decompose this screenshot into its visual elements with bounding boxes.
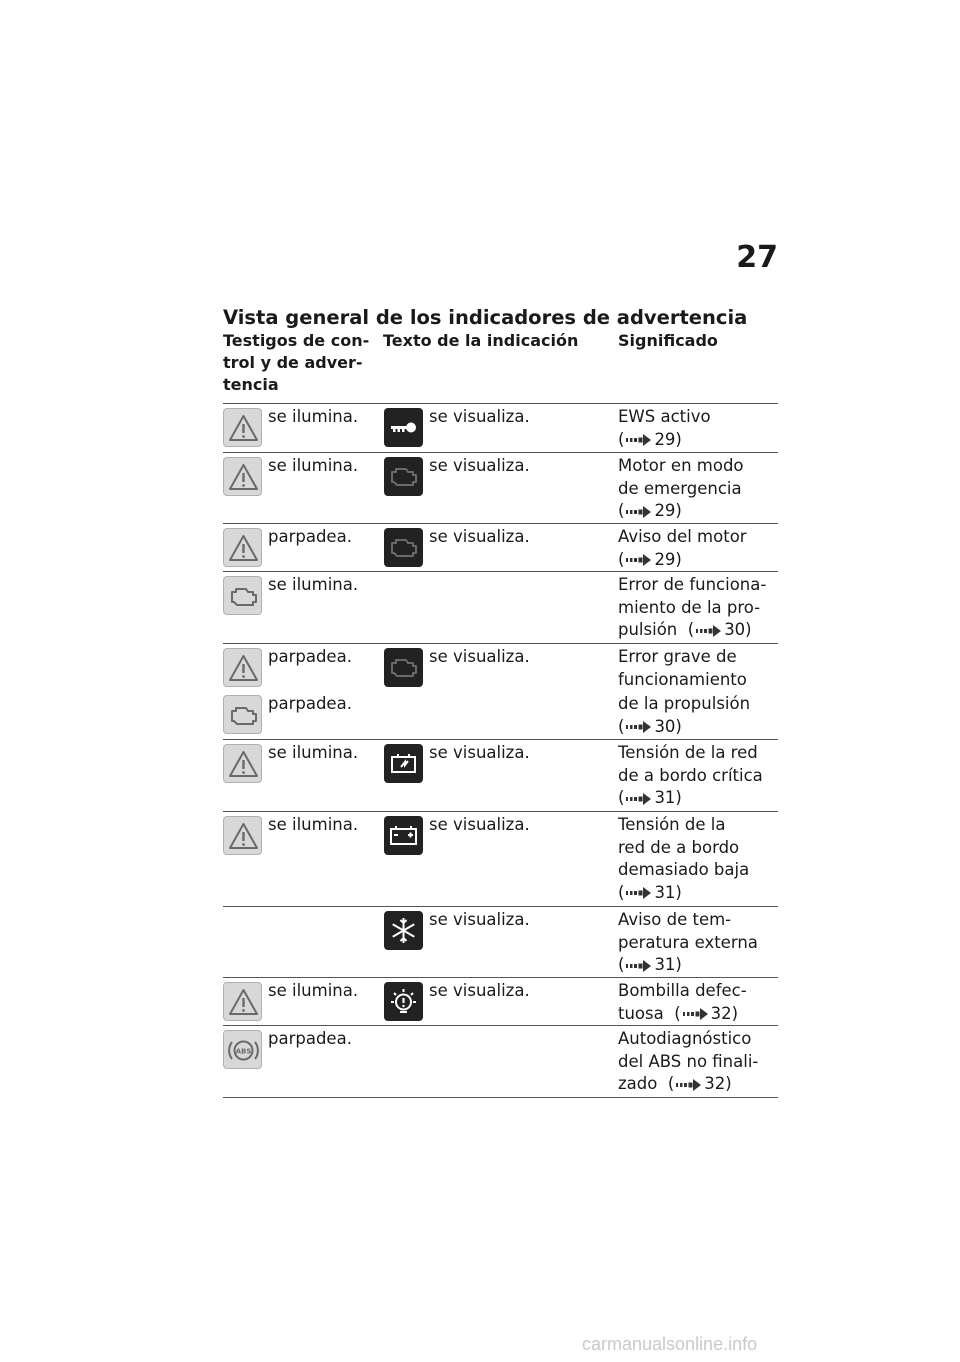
column-header-display-text: Texto de la indicación xyxy=(383,331,579,350)
engine-icon xyxy=(384,528,423,567)
table-row xyxy=(223,403,778,452)
meaning-text: Error de funciona- miento de la pro- pulsión ( 30) xyxy=(618,574,780,642)
meaning-text: Motor en modo de emergencia ( 29) xyxy=(618,455,780,523)
bulb-defect-icon xyxy=(384,982,423,1021)
page-reference: ( 29) xyxy=(618,549,682,569)
page-reference-arrow-icon xyxy=(676,1079,702,1091)
page-reference-arrow-icon xyxy=(626,793,652,805)
page-reference-arrow-icon xyxy=(683,1008,709,1020)
section-title: Vista general de los indicadores de advertencia xyxy=(223,306,748,329)
page-reference-arrow-icon xyxy=(626,887,652,899)
meaning-text: Autodiagnóstico del ABS no finali- zado ( 32) xyxy=(618,1028,780,1096)
engine-icon xyxy=(223,576,262,615)
meaning-text: Bombilla defec- tuosa ( 32) xyxy=(618,980,780,1025)
table-row xyxy=(223,571,778,643)
key-icon xyxy=(384,408,423,447)
column-header-meaning: Significado xyxy=(618,331,718,350)
display-text: se visualiza. xyxy=(429,981,530,1000)
column-header-indicators: Testigos de con- trol y de adver- tencia xyxy=(223,331,370,394)
table-header xyxy=(223,330,778,403)
table-row xyxy=(223,523,778,571)
warning-triangle-icon xyxy=(223,982,262,1021)
page-reference: ( 31) xyxy=(618,788,682,807)
indicator-status-text: parpadea. xyxy=(268,1029,352,1048)
engine-icon xyxy=(384,457,423,496)
indicator-status-text: se ilumina. xyxy=(268,981,359,1000)
warning-triangle-icon xyxy=(223,648,262,687)
table-row xyxy=(223,739,778,811)
indicator-status-text: se ilumina. xyxy=(268,743,359,762)
meaning-text: Tensión de la red de a bordo demasiado baja ( 31) xyxy=(618,814,780,904)
engine-icon xyxy=(384,648,423,687)
table-row xyxy=(223,452,778,523)
meaning-text: Tensión de la red de a bordo crítica ( 31) xyxy=(618,742,780,810)
page-reference: ( 31) xyxy=(618,882,682,902)
page-reference-arrow-icon xyxy=(626,960,652,972)
page-reference-arrow-icon xyxy=(626,554,652,566)
meaning-text: Aviso de tem- peratura externa ( 31) xyxy=(618,909,780,977)
indicator-table xyxy=(223,330,778,1098)
meaning-text: Error grave de funcionamiento xyxy=(618,647,747,689)
page-reference: ( 31) xyxy=(618,955,682,974)
page-reference: ( 29) xyxy=(618,429,682,449)
page-reference-arrow-icon xyxy=(626,506,652,518)
indicator-status-text: parpadea. xyxy=(268,647,352,666)
watermark: carmanualsonline.info xyxy=(582,1334,758,1354)
snowflake-icon xyxy=(384,911,423,950)
table-row xyxy=(223,691,778,739)
page-reference: zado ( 32) xyxy=(618,1074,732,1093)
indicator-status-text: se ilumina. xyxy=(268,456,359,475)
meaning-text: de la propulsión ( 30) xyxy=(618,693,780,738)
warning-triangle-icon xyxy=(223,744,262,783)
battery-critical-icon xyxy=(384,744,423,783)
table-body xyxy=(223,403,778,1098)
meaning-text: EWS activo ( 29) xyxy=(618,406,780,451)
page-reference: ( 29) xyxy=(618,501,682,520)
table-row xyxy=(223,811,778,906)
page-reference: tuosa ( 32) xyxy=(618,1003,739,1023)
page-reference-arrow-icon xyxy=(626,434,652,446)
indicator-status-text: se ilumina. xyxy=(268,407,359,426)
display-text: se visualiza. xyxy=(429,527,530,546)
warning-triangle-icon xyxy=(223,408,262,447)
warning-triangle-icon xyxy=(223,528,262,567)
table-row xyxy=(223,643,778,691)
meaning-text: Aviso del motor ( 29) xyxy=(618,526,780,571)
page-reference: ( 30) xyxy=(618,716,682,736)
display-text: se visualiza. xyxy=(429,910,530,929)
indicator-status-text: se ilumina. xyxy=(268,815,359,834)
display-text: se visualiza. xyxy=(429,407,530,426)
page-reference-arrow-icon xyxy=(626,721,652,733)
table-row xyxy=(223,1025,778,1098)
display-text: se visualiza. xyxy=(429,647,530,666)
display-text: se visualiza. xyxy=(429,815,530,834)
warning-triangle-icon xyxy=(223,457,262,496)
indicator-status-text: parpadea. xyxy=(268,694,352,713)
page-reference-arrow-icon xyxy=(696,625,722,637)
engine-icon xyxy=(223,695,262,734)
indicator-status-text: parpadea. xyxy=(268,527,352,546)
table-row xyxy=(223,977,778,1025)
table-row xyxy=(223,906,778,977)
svg-text:ABS: ABS xyxy=(235,1047,252,1056)
warning-triangle-icon xyxy=(223,816,262,855)
indicator-status-text: se ilumina. xyxy=(268,575,359,594)
display-text: se visualiza. xyxy=(429,456,530,475)
page-number: 27 xyxy=(736,240,778,275)
page-reference: pulsión ( 30) xyxy=(618,620,752,639)
display-text: se visualiza. xyxy=(429,743,530,762)
battery-icon xyxy=(384,816,423,855)
abs-icon xyxy=(223,1030,262,1069)
